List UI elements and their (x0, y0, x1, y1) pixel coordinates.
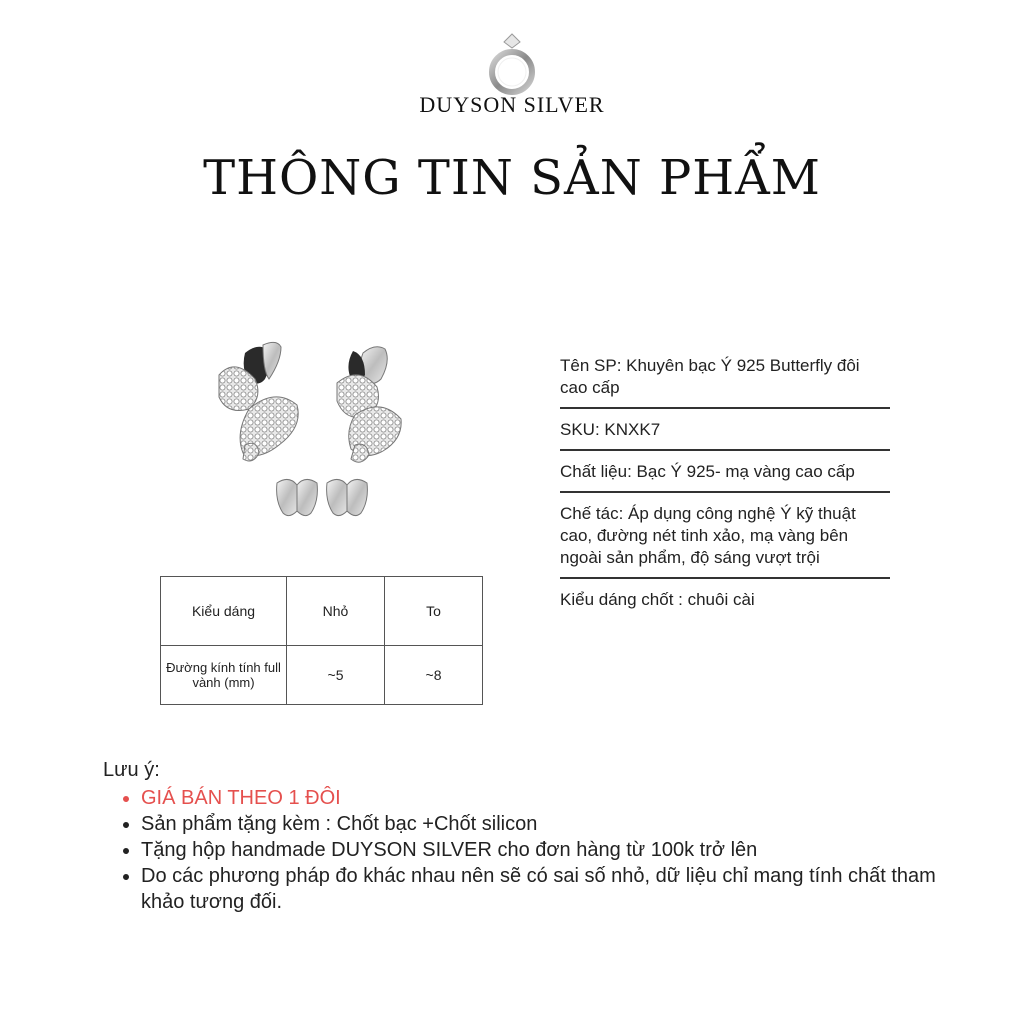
note-item-price: • GIÁ BÁN THEO 1 ĐÔI (141, 785, 943, 811)
note-item-gift: • Sản phẩm tặng kèm : Chốt bạc +Chốt silicon (141, 811, 943, 837)
table-header-cell: Nhỏ (287, 577, 385, 646)
table-cell: ~8 (385, 646, 483, 705)
notes-list (103, 785, 943, 915)
spec-list (560, 355, 890, 629)
size-table (160, 576, 483, 705)
table-header-cell: To (385, 577, 483, 646)
small-earrings (277, 479, 368, 515)
ring-logo-icon (482, 28, 542, 98)
page-title: THÔNG TIN SẢN PHẨM (203, 150, 821, 206)
table-cell: Đường kính tính full vành (mm) (161, 646, 287, 705)
butterfly-earrings-image (205, 335, 405, 530)
spec-product-name: Tên SP: Khuyên bạc Ý 925 Butterfly đôi cao cấp (560, 355, 890, 409)
spec-sku: SKU: KNXK7 (560, 419, 890, 451)
note-item-disclaimer: • Do các phương pháp đo khác nhau nên sẽ có sai số nhỏ, dữ liệu chỉ mang tính chất tham khảo tương đối. (141, 863, 943, 915)
notes-section (103, 758, 943, 915)
right-earring (337, 347, 401, 462)
left-earring (219, 342, 298, 461)
table-cell: ~5 (287, 646, 385, 705)
spec-material: Chất liệu: Bạc Ý 925- mạ vàng cao cấp (560, 461, 890, 493)
table-header-row (161, 577, 483, 646)
table-header-cell: Kiểu dáng (161, 577, 287, 646)
brand-name: DUYSON SILVER (419, 92, 605, 117)
notes-heading: Lưu ý: (103, 759, 160, 781)
spec-craftsmanship: Chế tác: Áp dụng công nghệ Ý kỹ thuật cao, đường nét tinh xảo, mạ vàng bên ngoài sản phẩm, độ sáng vượt trội (560, 503, 890, 579)
note-item-box: • Tặng hộp handmade DUYSON SILVER cho đơn hàng từ 100k trở lên (141, 837, 943, 863)
table-row (161, 646, 483, 705)
spec-clasp-style: Kiểu dáng chốt : chuôi cài (560, 590, 755, 609)
